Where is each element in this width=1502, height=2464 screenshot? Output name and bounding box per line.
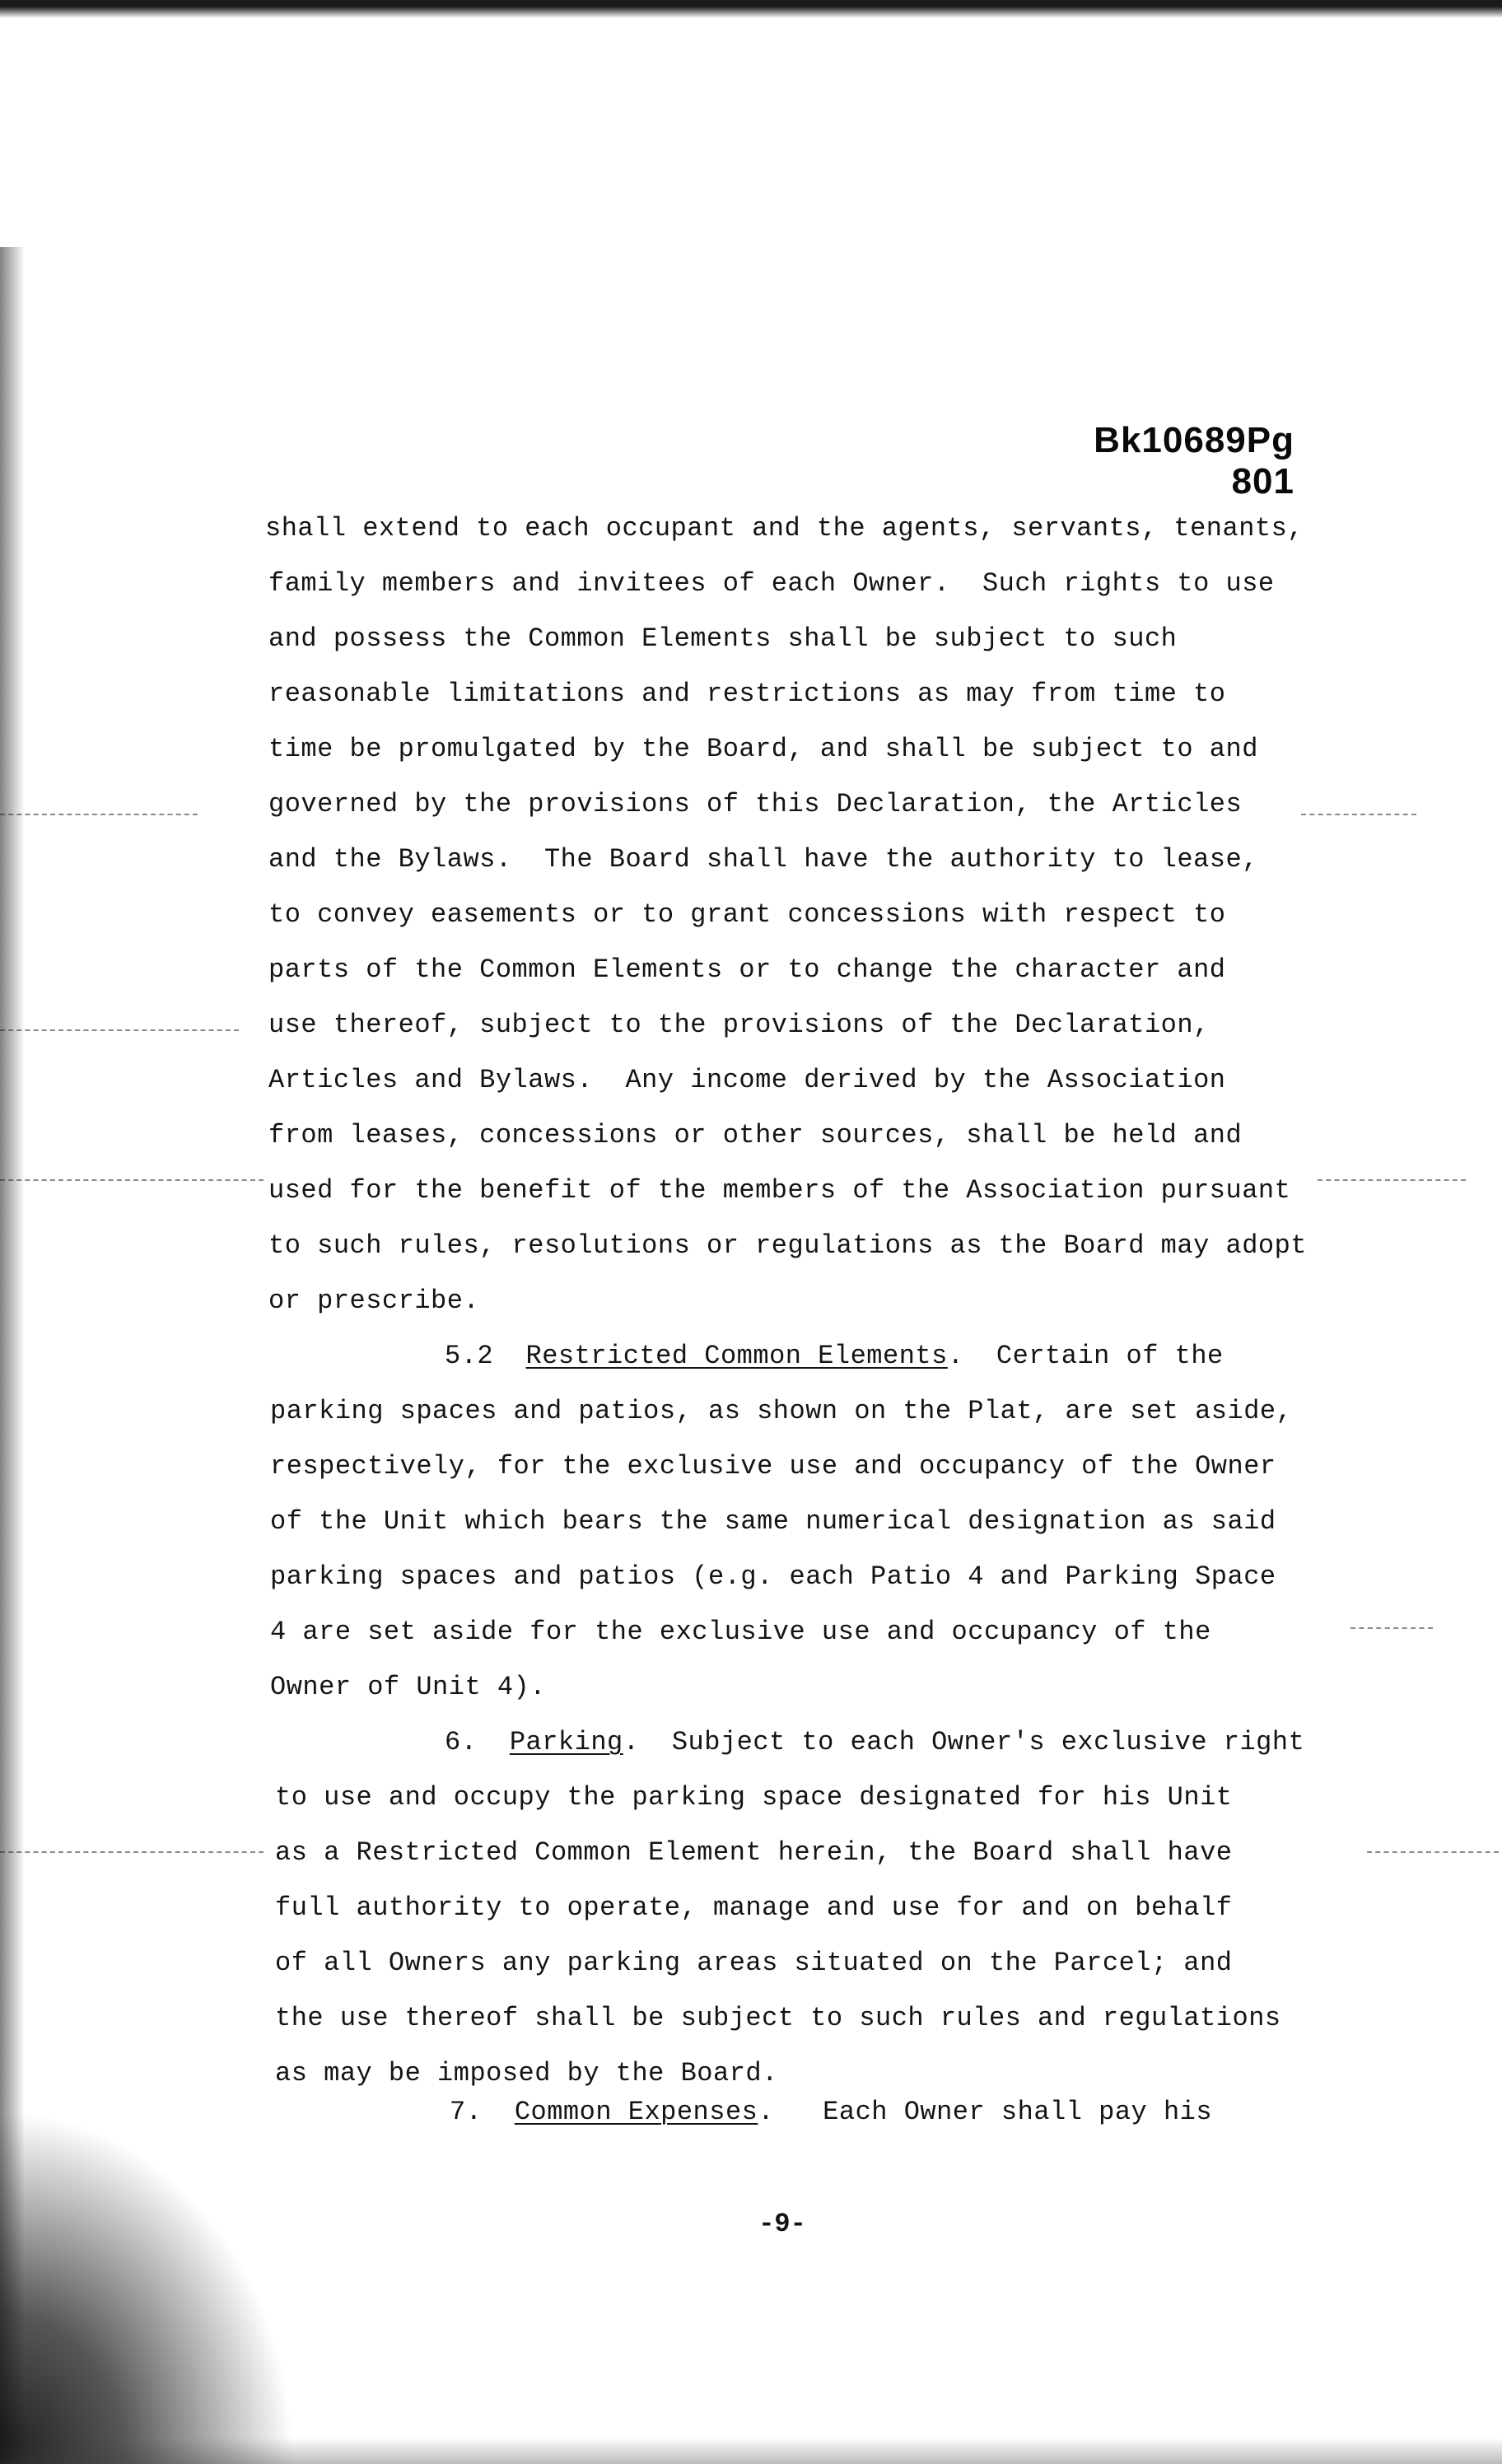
body-line: respectively, for the exclusive use and occupancy of the Owner: [270, 1451, 1276, 1482]
body-line: governed by the provisions of this Declaration, the Articles: [268, 789, 1243, 819]
section-text: . Certain of the: [947, 1341, 1224, 1371]
body-line: parking spaces and patios (e.g. each Patio 4 and Parking Space: [270, 1561, 1276, 1592]
body-line: of all Owners any parking areas situated on the Parcel; and: [275, 1948, 1233, 1978]
scan-smudge: [0, 2108, 296, 2464]
section-title: Parking: [509, 1727, 623, 1757]
section-text: . Each Owner shall pay his: [758, 2097, 1213, 2127]
body-line: reasonable limitations and restrictions as may from time to: [268, 679, 1226, 709]
body-line: family members and invitees of each Owner. Such rights to use: [268, 568, 1275, 599]
body-line: full authority to operate, manage and use for and on behalf: [275, 1892, 1233, 1923]
body-line: used for the benefit of the members of the Association pursuant: [268, 1175, 1291, 1206]
scan-rule: [0, 1179, 264, 1181]
book-page-stamp: Bk10689Pg 801: [1094, 420, 1294, 502]
scan-top-edge: [0, 0, 1502, 18]
body-line: parking spaces and patios, as shown on the Plat, are set aside,: [270, 1396, 1293, 1426]
body-line: to convey easements or to grant concessions with respect to: [268, 899, 1226, 930]
section-number: 7.: [450, 2097, 483, 2127]
body-line: as a Restricted Common Element herein, the Board shall have: [275, 1837, 1233, 1868]
body-line: use thereof, subject to the provisions of the Declaration,: [268, 1010, 1210, 1040]
section-title: Common Expenses: [514, 2097, 758, 2127]
body-line: to such rules, resolutions or regulations as the Board may adopt: [268, 1230, 1307, 1261]
body-line: or prescribe.: [268, 1286, 480, 1316]
body-line: Articles and Bylaws. Any income derived by the Association: [268, 1065, 1226, 1095]
section-text: . Subject to each Owner's exclusive right: [623, 1727, 1305, 1757]
scan-rule: [1301, 814, 1416, 815]
scan-bottom-edge: [0, 2438, 1502, 2464]
body-line: shall extend to each occupant and the agents, servants, tenants,: [265, 513, 1304, 544]
body-line: 4 are set aside for the exclusive use and occupancy of the: [270, 1617, 1211, 1647]
body-line: and the Bylaws. The Board shall have the authority to lease,: [268, 844, 1258, 875]
section-5-2-heading-line: [445, 1340, 1224, 1373]
body-line: time be promulgated by the Board, and shall be subject to and: [268, 734, 1258, 764]
scan-rule: [1350, 1627, 1433, 1629]
body-line: Owner of Unit 4).: [270, 1672, 546, 1702]
section-7-heading-line: [450, 2096, 1212, 2129]
body-line: as may be imposed by the Board.: [275, 2058, 778, 2088]
body-line: the use thereof shall be subject to such rules and regulations: [275, 2003, 1281, 2033]
page-number: -9-: [758, 2209, 806, 2239]
section-title: Restricted Common Elements: [525, 1341, 948, 1371]
section-6-heading-line: [445, 1726, 1304, 1759]
body-line: to use and occupy the parking space designated for his Unit: [275, 1782, 1233, 1813]
scan-rule: [0, 1851, 264, 1853]
scan-rule: [1367, 1851, 1499, 1853]
section-number: 6.: [445, 1727, 478, 1757]
section-number: 5.2: [445, 1341, 494, 1371]
body-line: from leases, concessions or other sources, shall be held and: [268, 1120, 1243, 1150]
scan-rule: [1318, 1179, 1466, 1181]
scan-rule: [0, 1029, 239, 1031]
body-line: parts of the Common Elements or to change the character and: [268, 954, 1226, 985]
body-line: of the Unit which bears the same numerical designation as said: [270, 1506, 1276, 1537]
body-line: and possess the Common Elements shall be subject to such: [268, 623, 1178, 654]
scan-rule: [0, 814, 198, 815]
